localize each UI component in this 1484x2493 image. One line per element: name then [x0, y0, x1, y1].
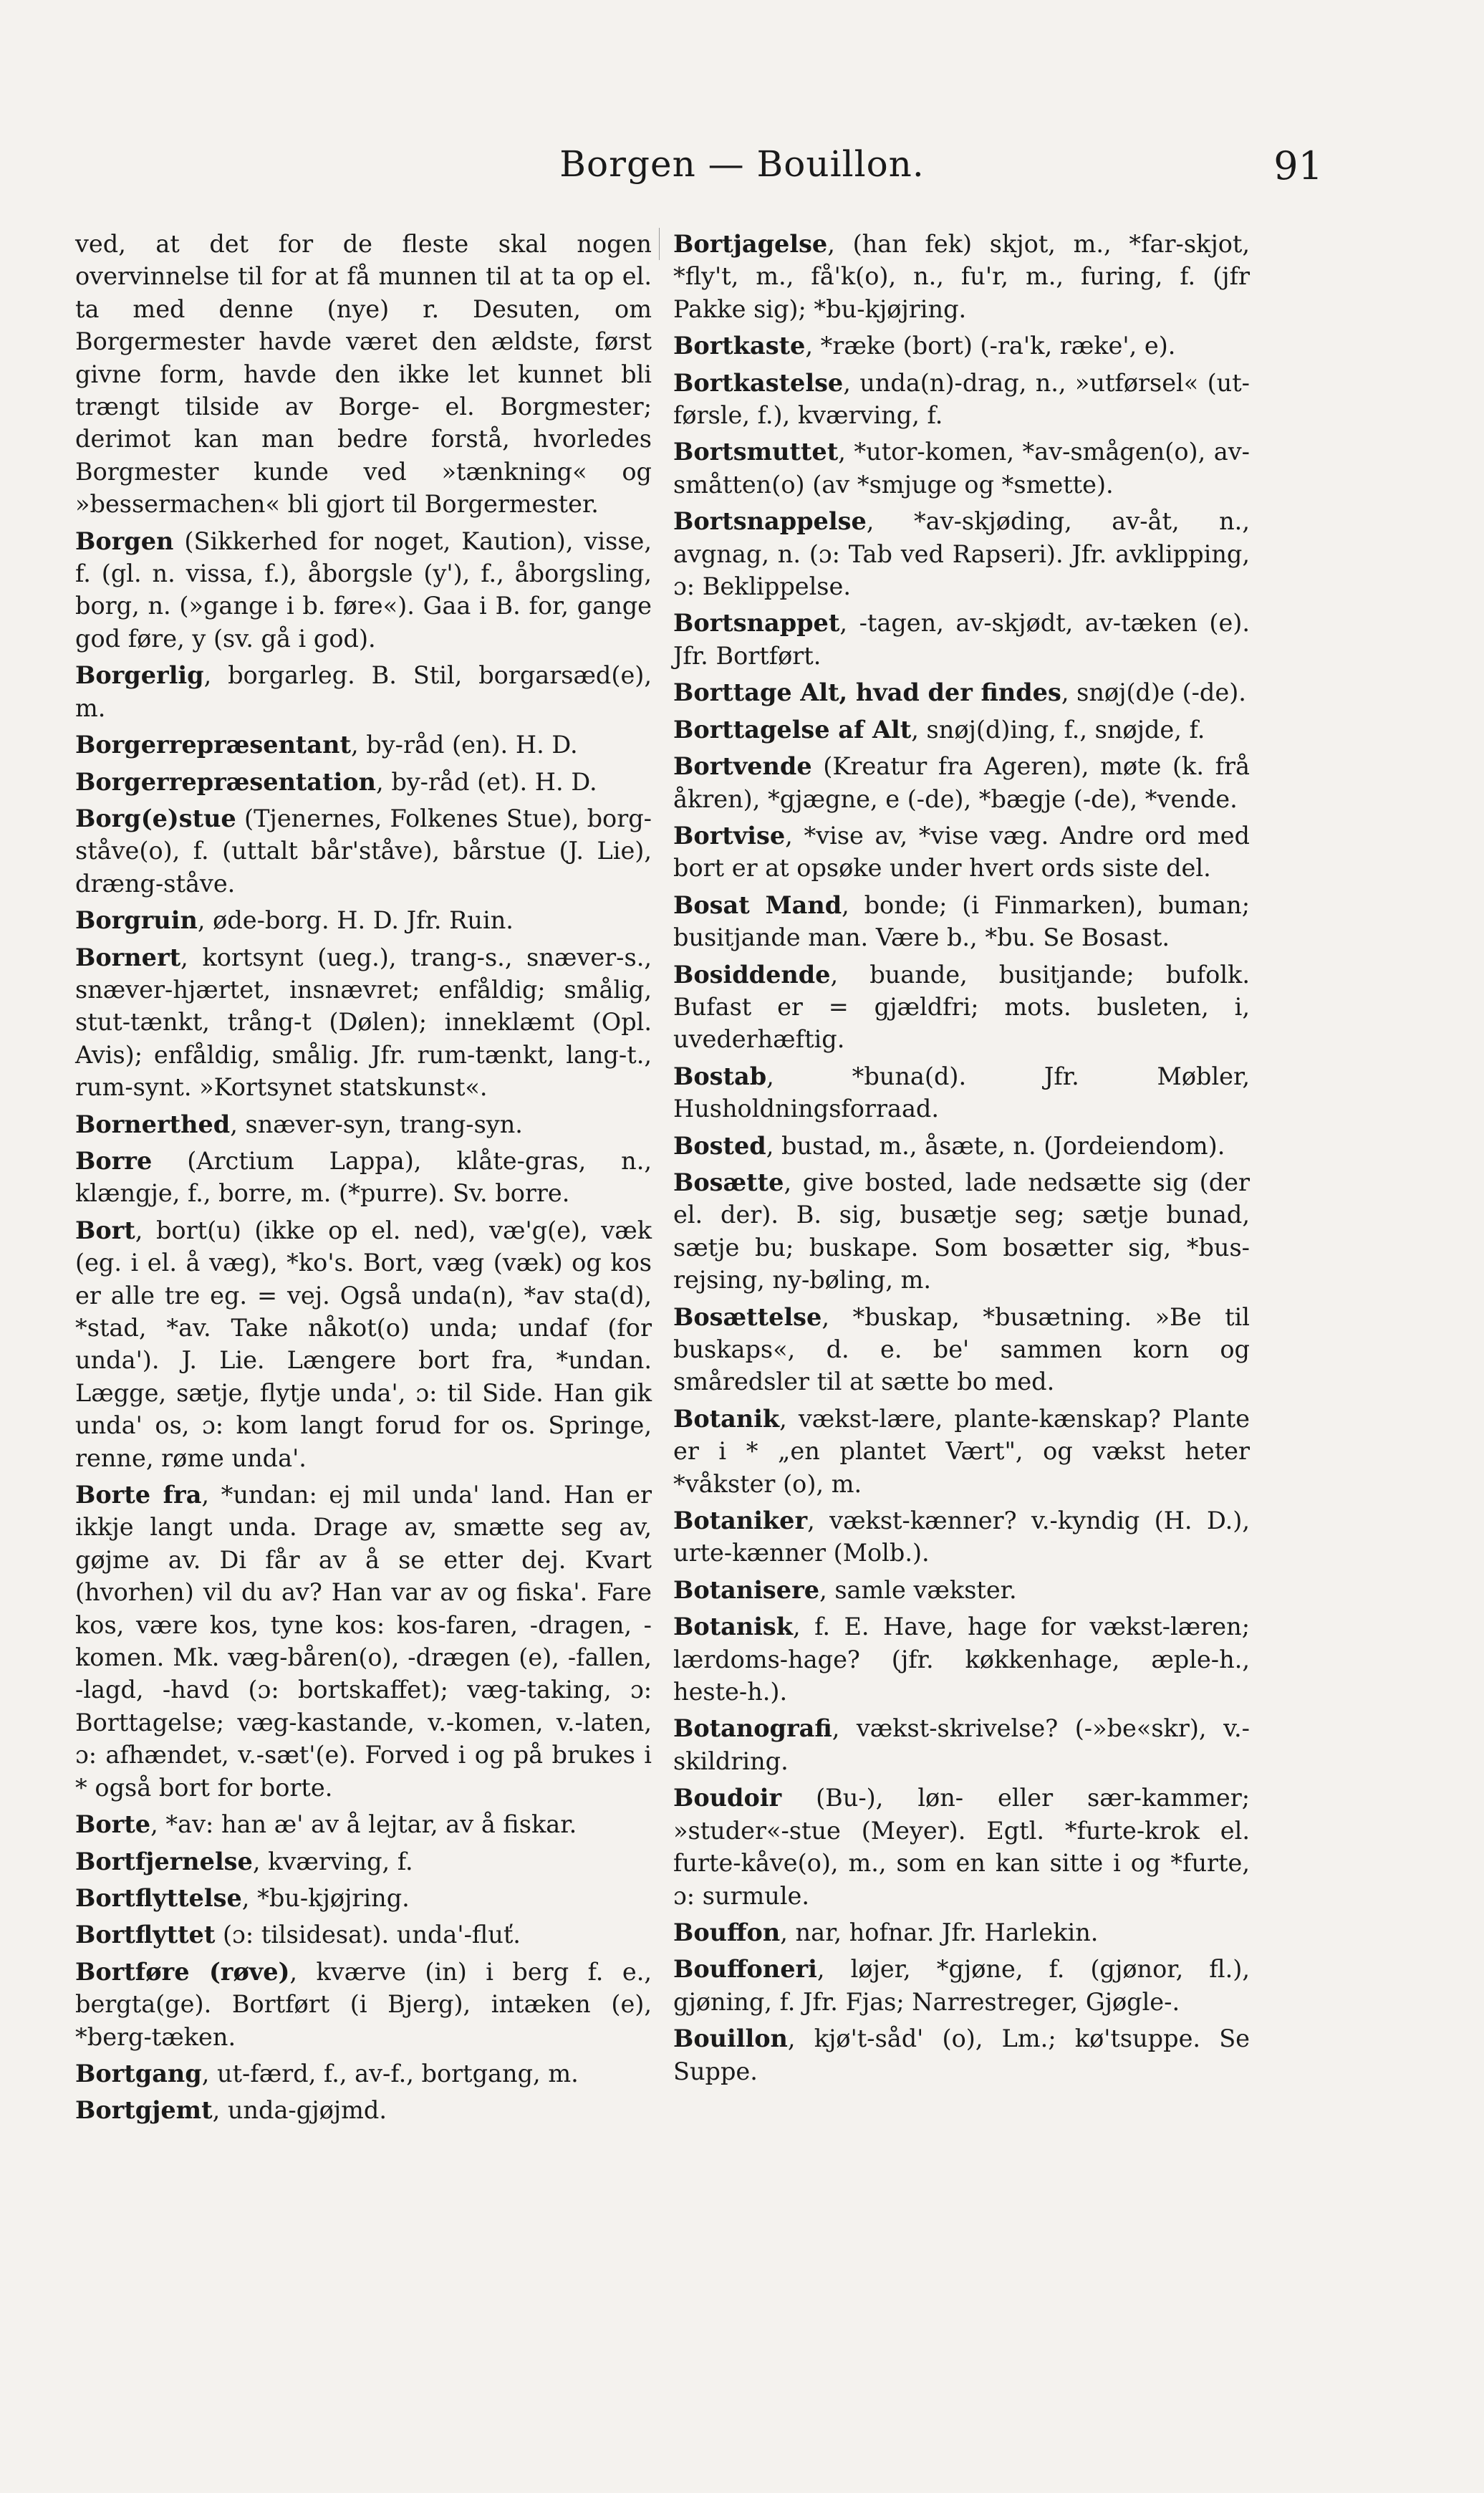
entry-headword: Bornert: [75, 943, 181, 971]
dictionary-entry: [75, 1845, 652, 1878]
dictionary-entry: [673, 505, 1250, 602]
dictionary-entry: [75, 525, 652, 655]
entry-headword: Bortvende: [673, 752, 812, 781]
entry-headword: Bortjagelse: [673, 230, 828, 258]
entry-definition: , give bosted, lade nedsætte sig (der el. der). B. sig, busætje seg; sætje bunad, sætje bu; buskape. Som bosætter sig, *bus-rejsing, ny-bøling, m.: [673, 1168, 1250, 1294]
dictionary-entry: [75, 228, 652, 521]
entry-definition: ved, at det for de fleste skal nogen overvinnelse til for at få munnen til at ta op el. ta med denne (nye) r. Desuten, om Borgermester havde været den ældste, først givne form, havde den ikke let kunnet bli trængt tilside av Borge- el. Borgmester; derimot kan man bedre forstå, hvorledes Borgmester kunde ved »tænkning« og »bessermachen« bli gjort til Borgermester.: [75, 230, 652, 519]
right-column: [673, 228, 1250, 2092]
entry-definition: , kortsynt (ueg.), trang-s., snæver-s., snæver-hjærtet, insnævret; enfåldig; smålig, stut-tænkt, trång-t (Dølen); inneklæmt (Opl. Avis); enfåldig, smålig. Jfr. rum-tænkt, lang-t., rum-synt. »Kortsynet statskunst«.: [75, 943, 652, 1102]
entry-headword: Borgen: [75, 527, 174, 555]
dictionary-entry: [75, 1145, 652, 1210]
entry-definition: , f. E. Have, hage for vækst-læren; lærdoms-hage? (jfr. køkkenhage, æple-h., heste-h.).: [673, 1613, 1250, 1706]
entry-headword: Borte fra: [75, 1481, 202, 1509]
entry-headword: Bortsnappet: [673, 609, 840, 638]
entry-definition: , *ræke (bort) (-ra'k, ræke', e).: [805, 332, 1176, 360]
page-header: [0, 143, 1484, 201]
entry-definition: , snæver-syn, trang-syn.: [230, 1110, 523, 1138]
dictionary-entry: [673, 2022, 1250, 2088]
dictionary-entry: [75, 1956, 652, 2053]
entry-definition: , kværve (in) i berg f. e., bergta(ge). Bortført (i Bjerg), intæken (e), *berg-tæken.: [75, 1957, 652, 2051]
entry-definition: , unda(n)-drag, n., »utførsel« (ut-førsle, f.), kværving, f.: [673, 368, 1250, 430]
dictionary-entry: [75, 941, 652, 1104]
entry-headword: Bouffoneri: [673, 1955, 817, 1984]
entry-headword: Bortsmuttet: [673, 438, 839, 466]
entry-definition: , *av-skjøding, av-åt, n., avgnag, n. (ɔ: Tab ved Rapseri). Jfr. avklipping, ɔ: Beklippelse.: [673, 507, 1250, 601]
entry-headword: Bortkastelse: [673, 368, 844, 397]
entry-headword: Bortføre (røve): [75, 1957, 290, 1986]
entry-headword: Botanik: [673, 1404, 780, 1433]
entry-definition: (ɔ: tilsidesat). unda'-fluť.: [215, 1921, 521, 1949]
entry-headword: Bortvise: [673, 821, 786, 850]
entry-definition: (Arctium Lappa), klåte-gras, n., klængje, f., borre, m. (*purre). Sv. borre.: [75, 1146, 652, 1208]
dictionary-entry: [673, 1504, 1250, 1570]
dictionary-entry: [673, 750, 1250, 815]
entry-headword: Bortflyttelse: [75, 1883, 242, 1912]
dictionary-entry: [673, 714, 1250, 746]
entry-definition: , vækst-kænner? v.-kyndig (H. D.), urte-kænner (Molb.).: [673, 1507, 1250, 1567]
entry-definition: , kværving, f.: [252, 1847, 413, 1875]
dictionary-entry: [673, 1060, 1250, 1125]
entry-headword: Borttage Alt, hvad der findes: [673, 678, 1061, 707]
entry-headword: Borgerlig: [75, 661, 204, 690]
entry-definition: , løjer, *gjøne, f. (gjønor, fl.), gjøning, f. Jfr. Fjas; Narrestreger, Gjøgle-.: [673, 1955, 1250, 2016]
entry-headword: Bortkaste: [673, 332, 806, 360]
entry-headword: Bortsnappelse: [673, 507, 867, 536]
dictionary-entry: [673, 367, 1250, 432]
entry-definition: , øde-borg. H. D. Jfr. Ruin.: [197, 906, 514, 935]
entry-definition: (Sikkerhed for noget, Kaution), visse, f. (gl. n. vissa, f.), åborgsle (y'), f., åborgsling, borg, n. (»gange i b. føre«). Gaa i B. for, gange god føre, y (sv. gå i god).: [75, 527, 652, 653]
entry-definition: , *buskap, *busætning. »Be til buskaps«, d. e. be' sammen korn og småredsler til at sætte bo med.: [673, 1302, 1250, 1396]
entry-definition: , snøj(d)ing, f., snøjde, f.: [911, 715, 1205, 744]
entry-definition: , borgarleg. B. Stil, borgarsæd(e), m.: [75, 661, 652, 722]
entry-definition: , bonde; (i Finmarken), buman; busitjande man. Være b., *bu. Se Bosast.: [673, 890, 1250, 952]
entry-headword: Bouillon: [673, 2024, 788, 2053]
dictionary-entry: [673, 436, 1250, 501]
dictionary-entry: [75, 766, 652, 798]
dictionary-entry: [673, 959, 1250, 1056]
entry-headword: Borte: [75, 1810, 151, 1839]
dictionary-entry: [673, 1916, 1250, 1949]
entry-definition: , (han fek) skjot, m., *far-skjot, *fly't, m., få'k(o), n., fu'r, m., furing, f. (jfr Pakke sig); *bu-kjøjring.: [673, 230, 1250, 323]
entry-headword: Borgruin: [75, 906, 198, 935]
entry-definition: , samle vækster.: [819, 1575, 1017, 1604]
entry-definition: (Bu-), løn- eller sær-kammer; »studer«-stue (Meyer). Egtl. *furte-krok el. furte-kåve(o), m., som en kan sitte i og *furte, ɔ: surmule.: [673, 1784, 1250, 1910]
entry-headword: Bortgang: [75, 2059, 202, 2088]
dictionary-entry: [673, 607, 1250, 672]
dictionary-entry: [673, 1574, 1250, 1606]
dictionary-entry: [75, 1108, 652, 1140]
entry-definition: , by-råd (et). H. D.: [376, 767, 597, 796]
entry-definition: , by-råd (en). H. D.: [350, 731, 578, 759]
entry-definition: , vækst-skrivelse? (-»be«skr), v.-skildring.: [673, 1714, 1250, 1775]
entry-definition: , *buna(d). Jfr. Møbler, Husholdningsforraad.: [673, 1062, 1250, 1123]
entry-definition: (Tjenernes, Folkenes Stue), borg-ståve(o), f. (uttalt bår'ståve), bårstue (J. Lie), dræng-ståve.: [75, 804, 652, 898]
entry-headword: Bortflyttet: [75, 1921, 216, 1949]
entry-definition: , -tagen, av-skjødt, av-tæken (e). Jfr. Bortført.: [673, 609, 1250, 670]
dictionary-entry: [75, 904, 652, 936]
entry-headword: Bosiddende: [673, 960, 831, 989]
entry-headword: Bosætte: [673, 1168, 784, 1196]
dictionary-entry: [75, 729, 652, 761]
entry-definition: , *bu-kjøjring.: [241, 1883, 410, 1912]
entry-headword: Bostab: [673, 1062, 767, 1090]
entry-definition: , *av: han æ' av å lejtar, av å fiskar.: [150, 1810, 577, 1839]
dictionary-entry: [673, 228, 1250, 325]
dictionary-entry: [75, 1918, 652, 1951]
entry-headword: Bouffon: [673, 1918, 781, 1946]
entry-headword: Bort: [75, 1216, 135, 1244]
entry-headword: Bosat Mand: [673, 890, 842, 919]
entry-definition: , kjø't-såd' (o), Lm.; kø'tsuppe. Se Suppe.: [673, 2024, 1250, 2085]
dictionary-entry: [673, 1712, 1250, 1777]
entry-headword: Borgerrepræsentant: [75, 731, 351, 759]
entry-headword: Botaniker: [673, 1507, 808, 1535]
entry-headword: Borgerrepræsentation: [75, 767, 377, 796]
entry-definition: (Kreatur fra Ageren), møte (k. frå åkren), *gjægne, e (-de), *bægje (-de), *vende.: [673, 752, 1250, 813]
entry-definition: , unda-gjøjmd.: [212, 2096, 387, 2125]
entry-headword: Borre: [75, 1146, 153, 1175]
dictionary-entry: [75, 659, 652, 724]
column-divider: [659, 228, 660, 260]
dictionary-entry: [673, 676, 1250, 708]
dictionary-entry: [673, 1782, 1250, 1912]
dictionary-entry: [75, 2057, 652, 2090]
entry-headword: Botanografi: [673, 1714, 832, 1743]
dictionary-entry: [673, 1953, 1250, 2018]
dictionary-entry: [75, 802, 652, 900]
entry-headword: Botanisere: [673, 1575, 820, 1604]
entry-definition: , *vise av, *vise væg. Andre ord med bort er at opsøke under hvert ords siste del.: [673, 821, 1250, 883]
dictionary-entry: [673, 1301, 1250, 1398]
entry-definition: , bustad, m., åsæte, n. (Jordeiendom).: [766, 1131, 1225, 1160]
entry-definition: , snøj(d)e (-de).: [1061, 678, 1246, 707]
entry-headword: Bornerthed: [75, 1110, 231, 1138]
entry-definition: , nar, hofnar. Jfr. Harlekin.: [780, 1918, 1099, 1946]
entry-definition: , *undan: ej mil unda' land. Han er ikkje langt unda. Drage av, smætte seg av, gøjme av. Di får av å se etter dej. Kvart (hvorhen) vil du av? Han var av og fiska'. Fare kos, være kos, tyne kos: kos-faren, -dragen, -komen. Mk. væg-båren(o), -drægen (e), -fallen, -lagd, -havd (ɔ: bortskaffet); væg-taking, ɔ: Borttagelse; væg-kastande, v.-komen, v.-laten, ɔ: afhændet, v.-sæt'(e). Forved i og på brukes i * også bort for borte.: [75, 1481, 652, 1802]
entry-definition: , buande, busitjande; bufolk. Bufast er = gjældfri; mots. busleten, i, uvederhæftig.: [673, 960, 1250, 1054]
dictionary-entry: [75, 1808, 652, 1840]
entry-definition: , vækst-lære, plante-kænskap? Plante er i * „en plantet Vært", og vækst heter *våkster (o), m.: [673, 1404, 1250, 1498]
dictionary-entry: [673, 1130, 1250, 1162]
entry-headword: Borttagelse af Alt: [673, 715, 912, 744]
dictionary-entry: [673, 1403, 1250, 1500]
dictionary-entry: [75, 2094, 652, 2126]
entry-headword: Bosted: [673, 1131, 766, 1160]
dictionary-entry: [75, 1214, 652, 1474]
entry-definition: , ut-færd, f., av-f., bortgang, m.: [201, 2059, 579, 2088]
entry-definition: , bort(u) (ikke op el. ned), væ'g(e), væk (eg. i el. å væg), *ko's. Bort, væg (væk) og kos er alle tre eg. = vej. Også unda(n), *av sta(d), *stad, *av. Take nåkot(o) unda; undaf (for unda'). J. Lie. Længere bort fra, *undan. Lægge, sætje, flytje unda', ɔ: til Side. Han gik unda' os, ɔ: kom langt forud for os. Springe, renne, røme unda'.: [75, 1216, 652, 1472]
dictionary-entry: [75, 1882, 652, 1914]
entry-headword: Botanisk: [673, 1613, 793, 1641]
dictionary-entry: [673, 889, 1250, 954]
running-title: Borgen — Bouillon.: [559, 143, 925, 185]
entry-headword: Bortfjernelse: [75, 1847, 253, 1875]
entry-headword: Borg(e)stue: [75, 804, 236, 832]
page-number: 91: [1273, 143, 1323, 188]
entry-definition: , *utor-komen, *av-smågen(o), av-småtten(o) (av *smjuge og *smette).: [673, 438, 1250, 499]
entry-headword: Boudoir: [673, 1784, 782, 1812]
dictionary-entry: [673, 1610, 1250, 1708]
dictionary-entry: [673, 820, 1250, 885]
dictionary-entry: [673, 1166, 1250, 1297]
entry-headword: Bosættelse: [673, 1302, 822, 1331]
entry-headword: Bortgjemt: [75, 2096, 213, 2125]
left-column: [75, 228, 652, 2131]
dictionary-entry: [673, 330, 1250, 362]
dictionary-entry: [75, 1479, 652, 1804]
